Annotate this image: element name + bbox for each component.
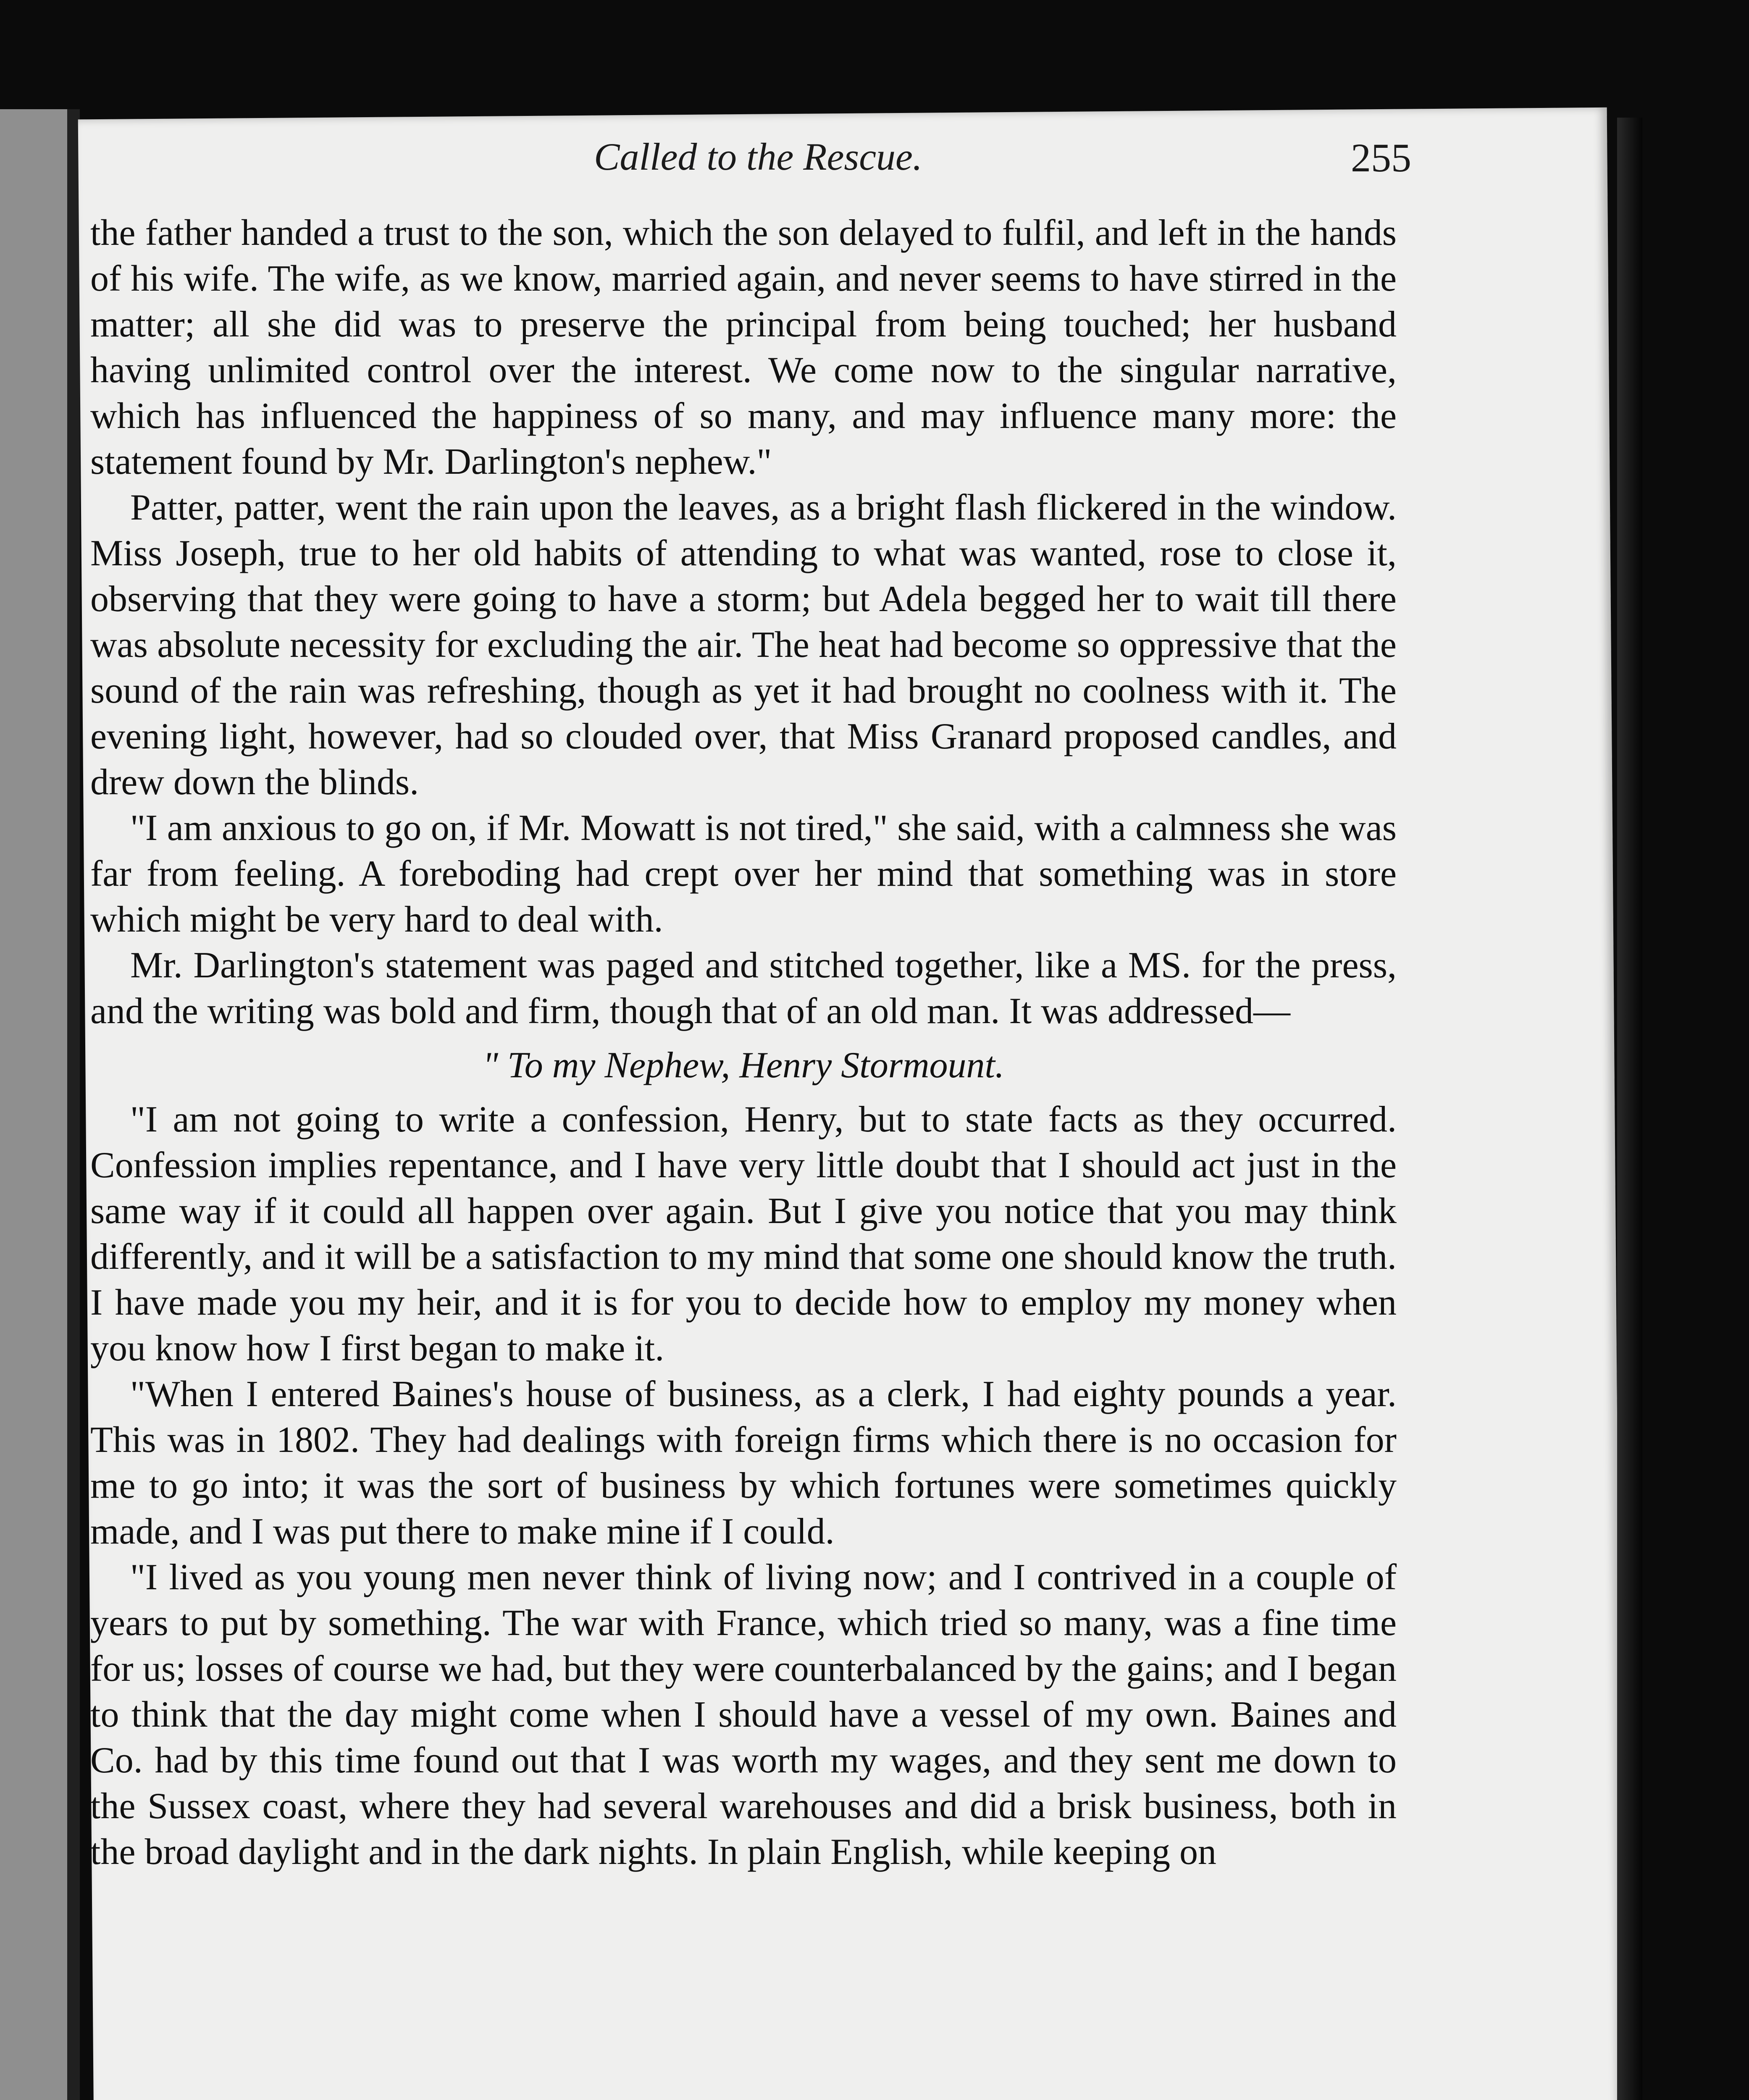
paragraph-4: Mr. Darlington's statement was paged and stitched together, like a MS. for the press, and the writing was bold and firm, though that of an old man. It was addressed— (90, 945, 1397, 1032)
body-text (90, 210, 1397, 1875)
page-number: 255 (1351, 135, 1411, 180)
paragraph-2: Patter, patter, went the rain upon the leaves, as a bright flash flickered in the window. Miss Joseph, true to her old habits of attending to what was wanted, rose to close it, observing that they were going to have a storm; but Adela begged her to wait till there was absolute necessity for excluding the air. The heat had become so oppressive that the sound of the rain was refreshing, though as yet it had brought no coolness with it. The evening light, however, had so clouded over, that Miss Granard proposed candles, and drew down the blinds. (90, 487, 1397, 803)
page-header (105, 134, 1411, 197)
letter-paragraph-3: "I lived as you young men never think of living now; and I contrived in a couple of years to put by something. The war with France, which tried so many, was a fine time for us; losses of course we had, but they were counterbalanced by the gains; and I began to think that the day might come when I should have a vessel of my own. Baines and Co. had by this time found out that I was worth my wages, and they sent me down to the Sussex coast, where they had several warehouses and did a brisk business, both in the broad daylight and in the dark nights. In plain English, while keeping on (90, 1557, 1397, 1872)
paragraph-3: "I am anxious to go on, if Mr. Mowatt is not tired," she said, with a calmness she was far from feeling. A foreboding had crept over her mind that something was in store which might be very hard to deal with. (90, 808, 1397, 940)
letter-paragraph-1: "I am not going to write a confession, Henry, but to state facts as they occurred. Confession implies repentance, and I have very little doubt that I should act just in the same way if it could all happen over again. But I give you notice that you may think differently, and it will be a satisfaction to my mind that some one should know the truth. I have made you my heir, and it is for you to decide how to employ my money when you know how I first began to make it. (90, 1099, 1397, 1369)
letter-paragraph-2: "When I entered Baines's house of business, as a clerk, I had eighty pounds a year. This was in 1802. They had dealings with foreign firms which there is no occasion for me to go into; it was the sort of business by which fortunes were sometimes quickly made, and I was put there to make mine if I could. (90, 1374, 1397, 1552)
facing-page-edge (0, 109, 80, 2100)
page-gutter-shadow (1617, 118, 1642, 2100)
running-head: Called to the Rescue. (594, 135, 922, 178)
paragraph-1: the father handed a trust to the son, which the son delayed to fulfil, and left in the hands of his wife. The wife, as we know, married again, and never seems to have stirred in the matter; all she did was to preserve the principal from being touched; her husband having unlimited control over the interest. We come now to the singular narrative, which has influenced the happiness of so many, and may influence many more: the statement found by Mr. Darlington's nephew." (90, 213, 1397, 482)
letter-salutation: " To my Nephew, Henry Stormount. (482, 1045, 1004, 1086)
